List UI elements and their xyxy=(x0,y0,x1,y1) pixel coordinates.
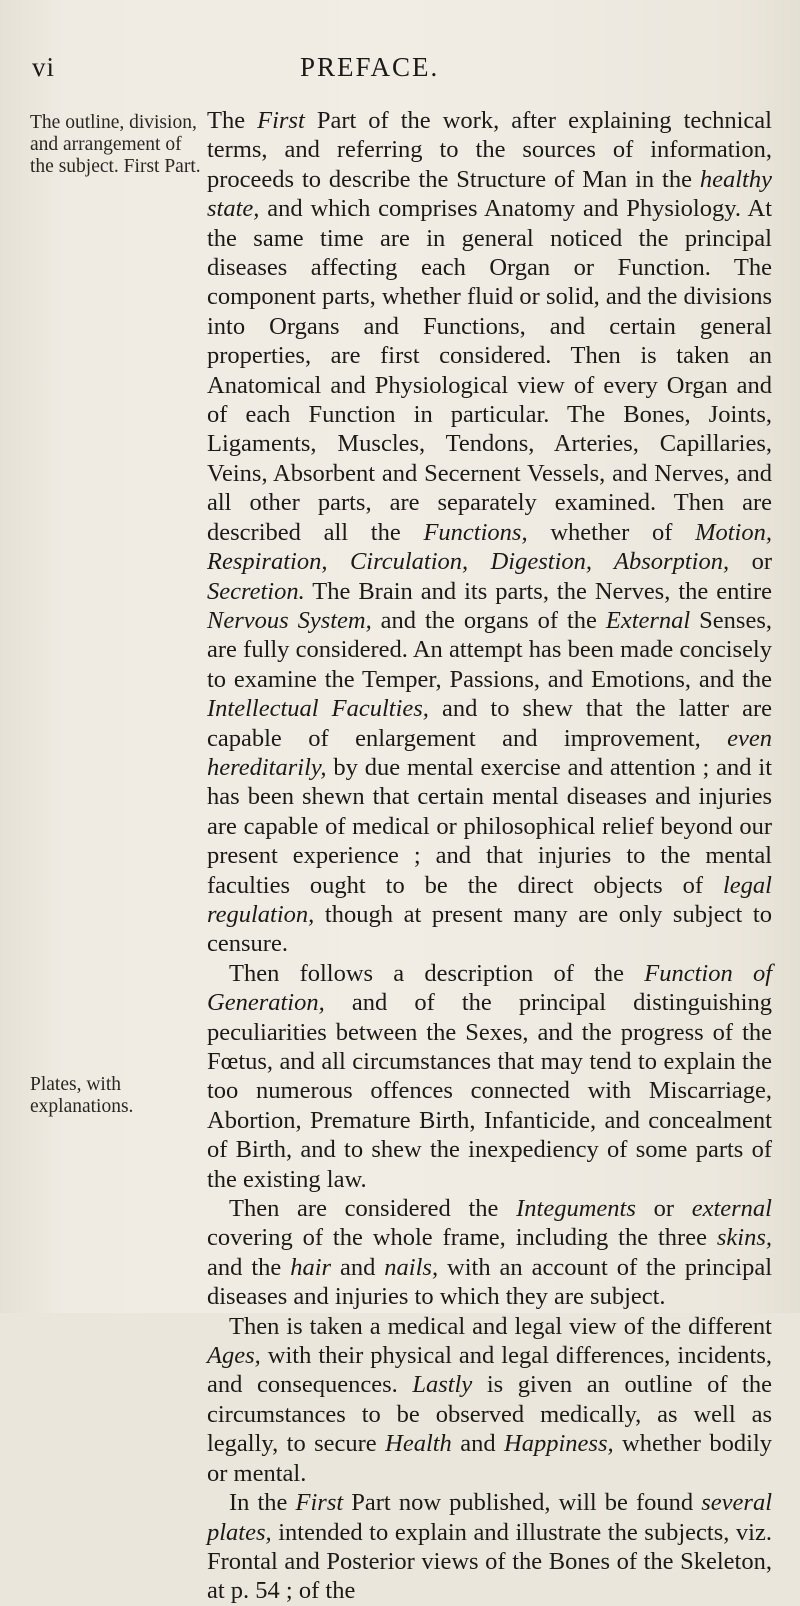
text-run: Part now published, will be found xyxy=(343,1489,702,1517)
text-run: Then is taken a medical and legal view of the different xyxy=(229,1312,772,1340)
italic-run: Ages, xyxy=(207,1342,261,1370)
text-run: and the organs of the xyxy=(371,606,606,634)
text-run: or xyxy=(635,1195,692,1223)
margin-note-plates: Plates, with explanations. xyxy=(30,1074,134,1117)
italic-run: Functions, xyxy=(423,518,528,546)
text-run: Then follows a description of the xyxy=(229,959,645,987)
page-number: vi xyxy=(32,52,56,82)
italic-run: Secretion. xyxy=(207,577,305,605)
italic-run: external xyxy=(691,1195,772,1223)
running-head: PREFACE. xyxy=(300,52,440,82)
margin-note-outline: The outline, division, and arrangement of the subject. First Part. xyxy=(30,112,201,177)
text-run: with an account of the principal diseases and injuries to which they are subject. xyxy=(207,1253,773,1311)
text-run: whether of xyxy=(527,518,696,546)
text-run: and of the principal distinguishing peculiarities between the Sexes, and the progress of the Fœtus, and all circumstances that may tend to explain the too numerous offences connected with Miscarriage, Abortion, Premature Birth, Infanticide, and concealment of Birth, and to shew the inexpediency of some parts of the existing law. xyxy=(207,989,772,1193)
italic-run: Integuments xyxy=(516,1195,636,1223)
text-run: The Brain and its parts, the Nerves, the entire xyxy=(304,577,772,605)
paragraph-generation xyxy=(207,959,772,1194)
italic-run: Lastly xyxy=(412,1371,473,1399)
italic-run: First xyxy=(295,1489,344,1517)
body-text xyxy=(207,106,772,1606)
text-run: and the xyxy=(207,1253,291,1281)
text-run: The xyxy=(207,107,258,134)
paragraph-ages xyxy=(207,1312,772,1488)
text-run: covering of the whole frame, including the three xyxy=(207,1224,717,1252)
italic-run: Motion, Respiration, Circulation, Digestion, Absorption, xyxy=(207,518,772,576)
text-run: by due mental exercise and attention ; and it has been shewn that certain mental diseases and injuries are capable of medical or philosophical relief beyond our present experience ; and that injuries to the mental faculties ought to be the direct objects of xyxy=(207,753,772,899)
italic-run: legal regulation, xyxy=(207,871,772,928)
italic-run: several plates, xyxy=(207,1489,773,1546)
text-run: Part of the work, after explaining technical terms, and referring to the sources of information, proceeds to describe the Structure of Man in the xyxy=(207,107,772,193)
text-run: Then are considered the xyxy=(229,1195,517,1223)
text-run: intended to explain and illustrate the subjects, viz. Frontal and Posterior views of the Bones of the Skeleton, at p. 54 ; of the xyxy=(207,1518,772,1605)
italic-run: Intellectual Faculties, xyxy=(207,695,429,723)
text-run: and to shew that the latter are capable of enlargement and improvement, xyxy=(207,695,772,752)
text-run: whether bodily or mental. xyxy=(207,1430,773,1487)
text-run: though at present many are only subject to censure. xyxy=(207,900,772,958)
text-run: or xyxy=(729,548,772,576)
text-run: with their physical and legal differences, incidents, and consequences. xyxy=(207,1342,772,1399)
text-run: and xyxy=(451,1430,505,1458)
paragraph-first-part xyxy=(207,106,772,959)
page-header xyxy=(30,52,770,92)
italic-run: Happiness, xyxy=(504,1430,614,1458)
text-run: and which comprises Anatomy and Physiology. At the same time are in general noticed the principal diseases affecting each Organ or Function. The component parts, whether fluid or solid, and the divisions into Organs and Functions, and certain general properties, are first considered. Then is taken an Anatomical and Physiological view of every Organ and of each Function in particular. The Bones, Joints, Ligaments, Muscles, Tendons, Arteries, Capillaries, Veins, Absorbent and Secernent Vessels, and Nerves, and all other parts, are separately examined. Then are described all the xyxy=(207,195,772,546)
text-run: is given an outline of the circumstances to be observed medically, as well as legally, to secure xyxy=(207,1371,772,1458)
italic-run: healthy state, xyxy=(207,165,772,223)
italic-run: skins, xyxy=(716,1224,772,1252)
italic-run: hair xyxy=(290,1253,332,1281)
italic-run: First xyxy=(257,107,305,134)
text-run: In the xyxy=(229,1489,296,1517)
italic-run: nails, xyxy=(384,1253,439,1281)
italic-run: Health xyxy=(385,1430,452,1458)
text-run: Senses, are fully considered. An attempt has been made concisely to examine the Temper, Passions, and Emotions, and the xyxy=(207,606,772,693)
italic-run: Function of Generation, xyxy=(207,959,772,1017)
paragraph-plates xyxy=(207,1488,772,1606)
italic-run: External xyxy=(605,606,691,634)
paragraph-integuments xyxy=(207,1194,772,1312)
text-run: and xyxy=(331,1253,385,1281)
italic-run: even hereditarily, xyxy=(207,724,772,781)
italic-run: Nervous System, xyxy=(207,606,372,634)
